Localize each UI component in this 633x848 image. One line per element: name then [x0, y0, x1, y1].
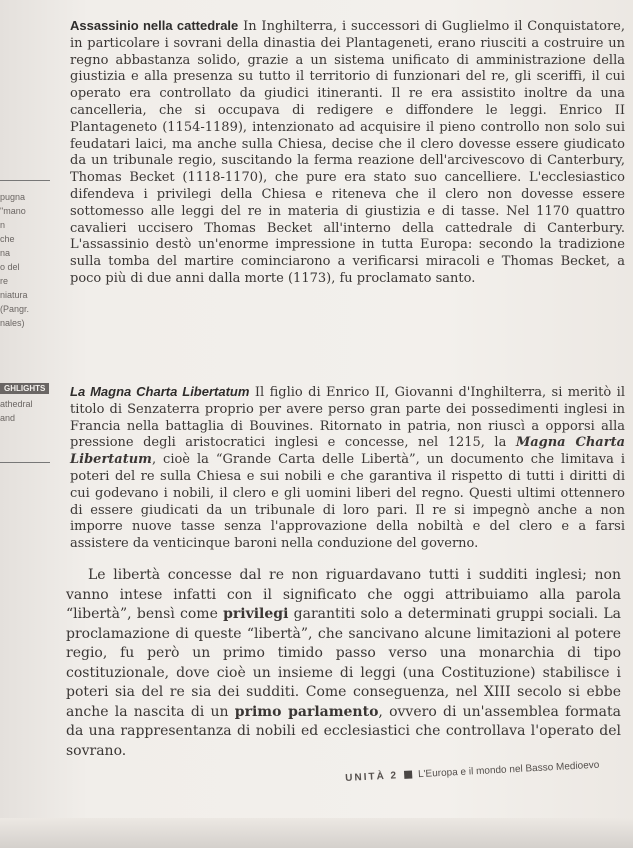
margin-rule-top	[0, 180, 50, 181]
term-primo-parlamento: primo parlamento	[234, 703, 379, 720]
margin-note-line: nales)	[0, 318, 25, 328]
margin-note-line: "mano	[0, 206, 26, 216]
body-text: (1154-1189), intenzionato ad acquisire il pieno controllo non solo sui feudatari laici, ma anche sulla Chiesa, decise che il clero dovesse essere giudicato da un tribunale regio, suscitando la ferma reazione dell'arcivescovo di Canterbury, Thomas Becket (1118-1170), che pure era stato suo cancelliere. L'ecclesiastico difendeva i privilegi della Chiesa e riteneva che il clero non dovesse essere sottomesso alle leggi del re in materia di giustizia e di tasse. Nel 1170 quattro cavalieri uccisero Thomas Becket all'interno della cattedrale di Canterbury. L'assassinio destò un'enorme impressione in tutta Europa: secondo la tradizione sulla tomba del martire cominciarono a verificarsi miracoli e Thomas Becket, a poco più di due anni dalla morte (1173), fu proclamato santo.	[70, 119, 625, 286]
page-bottom-shadow	[0, 818, 633, 848]
unit-title: L'Europa e il mondo nel Basso Medioevo	[417, 759, 600, 781]
body-text: , ovvero di un'assemblea formata da una rappresentanza di nobili ed ecclesiastici che controllava l'operato del sovrano.	[66, 703, 621, 759]
paragraph-magna-charta	[70, 384, 625, 553]
heading-assassinio: Assassinio nella cattedrale	[70, 18, 239, 33]
margin-notes	[0, 190, 52, 330]
paragraph-assassinio	[70, 18, 625, 288]
margin-note-line: na	[0, 248, 11, 258]
body-text: , cioè la “Grande Carta delle Libertà”, un documento che limitava i poteri del re sulla Chiesa e sui nobili e che garantiva il rispetto di tutti i diritti di cui godevano i nobili, il clero e gli uomini liberi del regno. Questi ultimi ottennero di essere giudicati da un tribunale di loro pari. Il re si impegnò anche a non imporre nuove tasse senza l'approvazione della nobiltà e del clero e a farsi assistere da venticinque baroni nella conduzione del governo.	[70, 452, 625, 552]
body-text: In Inghilterra, i successori di Guglielmo il Conquistatore, in particolare i sovrani della dinastia dei Plantageneti, erano riusciti a costruire un regno abbastanza solido, grazie a un sistema unificato di amministrazione della giustizia e alla presenza su tutto il territorio di funzionari del re, gli sceriffi, il cui operato era controllato da giudici itineranti. Il re era assistito inoltre da una cancelleria, che si occupava di redigere e diffondere le leggi. Enrico II Plantageneto	[70, 19, 625, 135]
margin-rule-bottom	[0, 462, 50, 463]
margin-notes-2	[0, 397, 52, 425]
margin-note-line: n	[0, 220, 6, 230]
highlights-tag: GHLIGHTS	[0, 383, 49, 394]
page-footer	[345, 760, 600, 784]
heading-magna-charta: La Magna Charta Libertatum	[70, 384, 250, 399]
body-text: Le libertà concesse dal re non riguardavano tutti i sudditi inglesi; non vanno intese infatti con il significato che oggi attribuiamo alla parola “libertà”, bensì come	[66, 567, 621, 622]
margin-note-line: (Pangr.	[0, 304, 30, 314]
body-text: garantiti solo a determinati gruppi sociali. La proclamazione di queste “libertà”, che sancivano alcune limitazioni al potere regio, fu però un primo timido passo verso una monarchia di tipo costituzionale, dove cioè un insieme di leggi (una Costituzione) stabilisce i poteri sia del re sia dei sudditi. Come conseguenza, nel XIII secolo si ebbe anche la nascita di un	[66, 606, 622, 720]
unit-label: UNITÀ 2	[345, 770, 399, 784]
margin-note-line: and	[0, 413, 16, 423]
square-icon	[404, 771, 412, 779]
term-magna-charta: Magna Charta Libertatum	[70, 435, 625, 468]
paragraph-liberta	[66, 566, 621, 761]
margin-note-line: re	[0, 276, 9, 286]
body-text: Il figlio di Enrico II, Giovanni d'Inghilterra, si meritò il titolo di Senzaterra proprio per avere perso gran parte dei possedimenti inglesi in Francia nella battaglia di Bouvines. Ritornato in patria, non riuscì a opporsi alla pressione degli aristocratici inglesi e concesse, nel 1215, la	[70, 385, 625, 451]
margin-note-line: o del	[0, 262, 20, 272]
margin-note-line: athedral	[0, 399, 33, 409]
margin-note-line: niatura	[0, 290, 28, 300]
margin-note-line: che	[0, 234, 15, 244]
term-privilegi: privilegi	[223, 606, 289, 622]
margin-note-line: pugna	[0, 192, 26, 202]
